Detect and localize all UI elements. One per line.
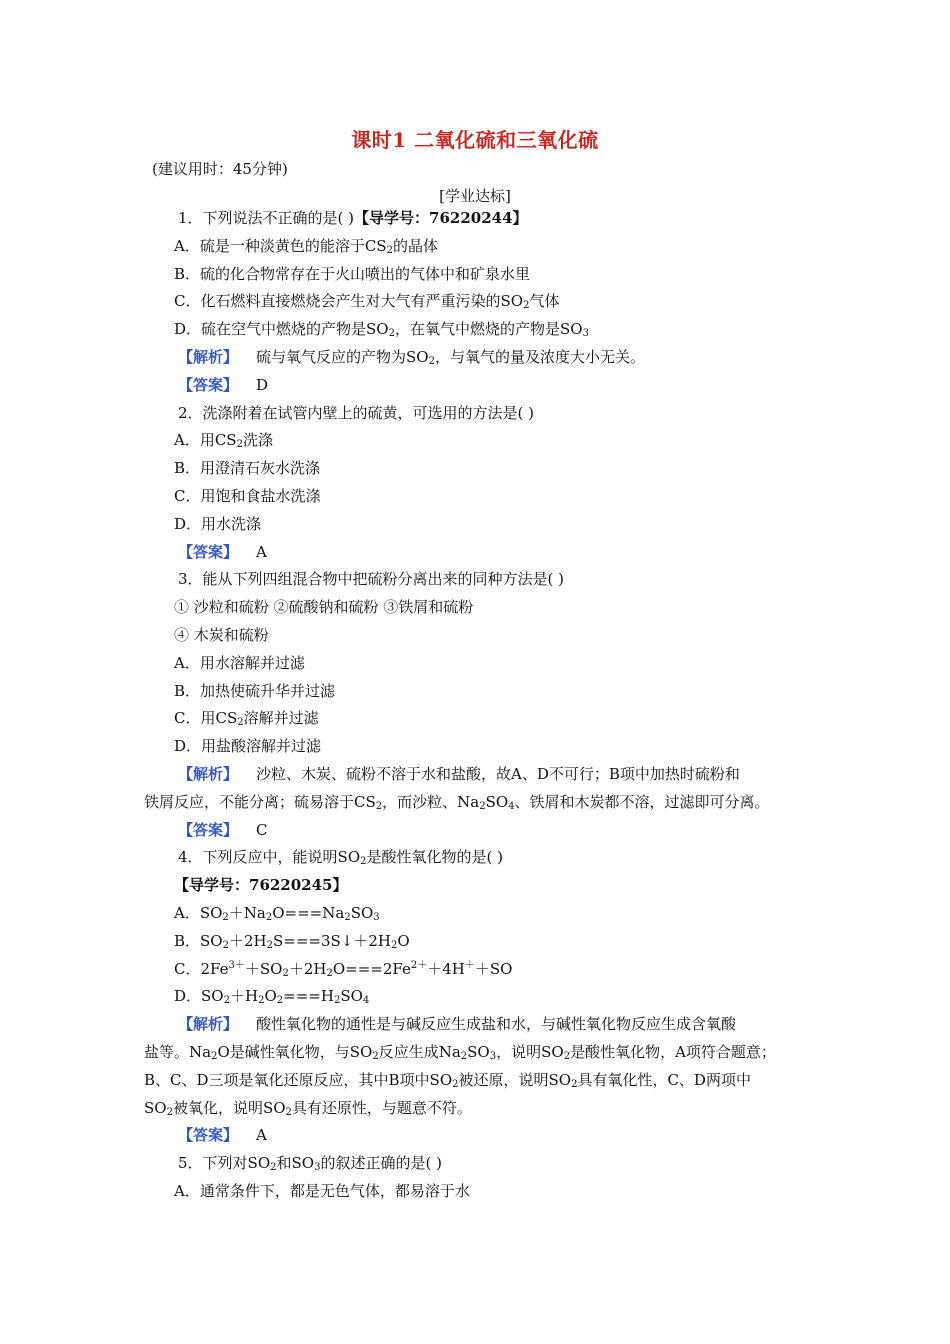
- q3-stem: 3．能从下列四组混合物中把硫粉分离出来的同种方法是( ): [178, 570, 565, 589]
- q1-answer: 【答案】 D: [178, 375, 269, 394]
- q4-stem: 4．下列反应中，能说明$SO_2$是酸性氧化物的是( ): [178, 848, 503, 868]
- q2-option-b: B．用澄清石灰水洗涤: [174, 459, 321, 478]
- q1-option-b: B．硫的化合物常存在于火山喷出的气体中和矿泉水里: [174, 264, 531, 283]
- q3-answer: 【答案】 C: [178, 820, 268, 839]
- q4-answer: 【答案】 A: [178, 1126, 267, 1145]
- q2-option-c: C．用饱和食盐水洗涤: [174, 486, 321, 505]
- q3-items-line1: ① 沙粒和硫粉 ②硫酸钠和硫粉 ③铁屑和硫粉: [174, 598, 474, 617]
- q4-analysis-line2: 盐等。$Na_2O$是碱性氧化物，与$SO_2$反应生成$Na_2SO_3$，说明$SO_2$是酸性氧化物，A项符合题意；: [144, 1042, 776, 1062]
- q2-option-d: D．用水洗涤: [174, 514, 262, 533]
- q3-option-b: B．加热使硫升华并过滤: [174, 681, 336, 700]
- q3-analysis-line2: 铁屑反应，不能分离；硫易溶于$CS_2$，而沙粒、$Na_2SO_4$、铁屑和木炭都不溶，过滤即可分离。: [144, 792, 770, 812]
- q3-option-a: A．用水溶解并过滤: [174, 653, 305, 672]
- q4-option-b: B．$SO_2+2H_2S===3S↓+2H_2O$: [174, 931, 410, 951]
- q4-analysis-line1: 【解析】 酸性氧化物的通性是与碱反应生成盐和水，与碱性氧化物反应生成含氧酸: [178, 1015, 737, 1034]
- q3-option-d: D．用盐酸溶解并过滤: [174, 737, 322, 756]
- q4-option-c: C．$2Fe^{3+}+SO_2+2H_2O===2Fe^{2+}+4H^++SO$: [174, 959, 513, 979]
- q4-option-d: D．$SO_2+H_2O_2===H_2SO_4$: [174, 987, 370, 1007]
- q5-stem: 5．下列对$SO_2$和$SO_3$的叙述正确的是( ): [178, 1154, 442, 1174]
- q2-stem: 2．洗涤附着在试管内壁上的硫黄，可选用的方法是( ): [178, 403, 535, 422]
- q2-answer: 【答案】 A: [178, 542, 267, 561]
- q1-stem: 1．下列说法不正确的是( )【导学号：76220244】: [178, 209, 528, 227]
- q3-analysis-line1: 【解析】 沙粒、木炭、硫粉不溶于水和盐酸，故A、D不可行；B项中加热时硫粉和: [178, 764, 740, 783]
- q3-option-c: C．用$CS_2$溶解并过滤: [174, 709, 319, 729]
- q4-analysis-line3: B、C、D三项是氧化还原反应，其中B项中$SO_2$被还原，说明$SO_2$具有氧化性，C、D两项中: [144, 1070, 751, 1090]
- q4-guide-number: 【导学号：76220245】: [174, 876, 348, 895]
- q1-option-d: D．硫在空气中燃烧的产物是$SO_2$，在氧气中燃烧的产物是$SO_3$: [174, 320, 589, 340]
- q1-analysis: 【解析】 硫与氧气反应的产物为$SO_2$，与氧气的量及浓度大小无关。: [178, 347, 645, 367]
- q2-option-a: A．用$CS_2$洗涤: [174, 431, 273, 451]
- q4-analysis-line4: $SO_2$被氧化，说明$SO_2$具有还原性，与题意不符。: [144, 1098, 472, 1118]
- questions: [144, 205, 814, 1206]
- lesson-title: 课时1 二氧化硫和三氧化硫: [351, 128, 599, 152]
- section-heading: [学业达标]: [439, 187, 511, 205]
- q4-option-a: A．$SO_2+Na_2O===Na_2SO_3$: [174, 903, 380, 923]
- suggested-time: (建议用时：45分钟): [152, 160, 288, 178]
- q5-option-a: A．通常条件下，都是无色气体，都易溶于水: [174, 1181, 470, 1200]
- q1-option-a: A．硫是一种淡黄色的能溶于$CS_2$的晶体: [174, 236, 438, 256]
- q3-items-line2: ④ 木炭和硫粉: [174, 625, 269, 644]
- q1-option-c: C．化石燃料直接燃烧会产生对大气有严重污染的$SO_2$气体: [174, 292, 560, 312]
